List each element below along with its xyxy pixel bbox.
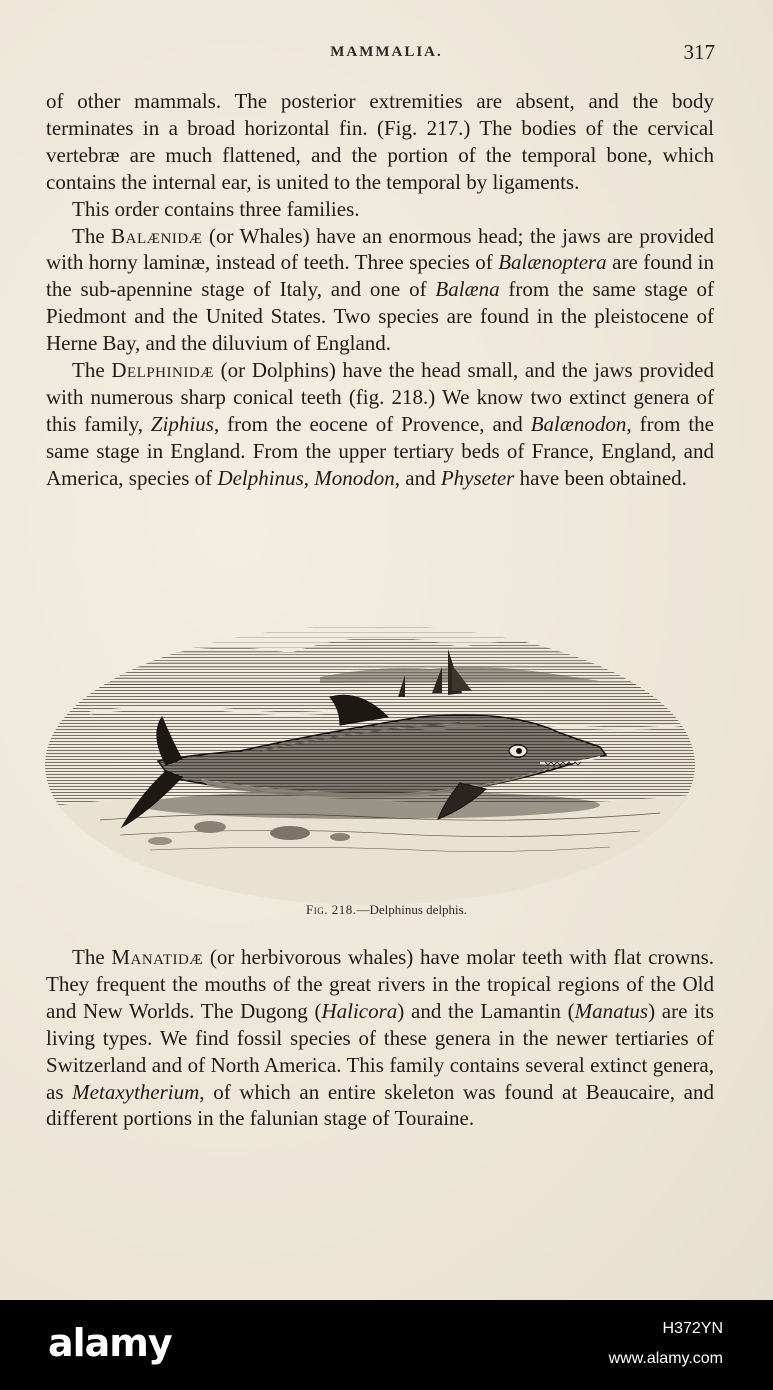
- family-name-balaenidae: Balænidæ: [111, 223, 203, 248]
- dolphin-illustration: [40, 605, 700, 905]
- figure-dolphin-engraving: [40, 605, 700, 905]
- paragraph-order-families: This order contains three families.: [72, 196, 360, 221]
- running-head: [0, 42, 773, 70]
- paragraph-balaenidae: The Balænidæ (or Whales) have an enormous head; the jaws are provided with horny laminæ, instead of teeth. Three species of Balænoptera are found in the sub-apennine stage of Italy, and one of Balæna from the same stage of Piedmont and the United States. Two species are found in the pleistocene of Herne Bay, and the diluvium of England.: [46, 223, 714, 356]
- figure-caption: [0, 902, 773, 918]
- genus-halicora: Halicora: [321, 998, 398, 1023]
- stock-watermark-bar: [0, 1300, 773, 1390]
- body-text-top: [46, 88, 714, 492]
- genus-metaxytherium: Metaxytherium: [72, 1079, 200, 1104]
- paragraph-delphinidae: The Delphinidæ (or Dolphins) have the head small, and the jaws provided with numerous sharp conical teeth (fig. 218.) We know two extinct genera of this family, Ziphius, from the eocene of Provence, and Balænodon, from the same stage in England. From the upper tertiary beds of France, England, and America, species of Delphinus, Monodon, and Physeter have been obtained.: [46, 358, 714, 490]
- genus-balaena: Balæna: [435, 277, 500, 302]
- genus-physeter: Physeter: [440, 465, 515, 490]
- body-text-bottom: [46, 944, 714, 1132]
- genus-delphinus: Delphinus: [217, 465, 304, 490]
- genus-balaenoptera: Balænoptera: [498, 250, 607, 275]
- page-number: 317: [683, 40, 715, 64]
- stock-site-url: www.alamy.com: [608, 1350, 723, 1367]
- stock-image-id: H372YN: [662, 1320, 723, 1337]
- caption-label: Fig. 218.: [306, 902, 357, 917]
- genus-balaenodon: Balænodon: [530, 411, 627, 436]
- alamy-logo-text: alamy: [48, 1321, 172, 1365]
- paragraph-continuation: of other mammals. The posterior extremities are absent, and the body terminates in a broad horizontal fin. (Fig. 217.) The bodies of the cervical vertebræ are much flattened, and the portion of the temporal bone, which contains the internal ear, is united to the temporal by ligaments.: [46, 89, 714, 194]
- caption-species: Delphinus delphis.: [369, 902, 467, 917]
- caption-dash: —: [356, 902, 370, 917]
- running-title: MAMMALIA.: [330, 44, 443, 60]
- genus-manatus: Manatus: [574, 998, 649, 1023]
- genus-monodon: Monodon: [314, 465, 395, 490]
- family-name-manatidae: Manatidæ: [111, 945, 204, 969]
- alamy-logo: [48, 1318, 172, 1368]
- paragraph-manatidae: The Manatidæ (or herbivorous whales) have molar teeth with flat crowns. They frequent the mouths of the great rivers in the tropical regions of the Old and New Worlds. The Dugong (Halicora) and the Lamantin (Manatus) are its living types. We find fossil species of these genera in the newer tertiaries of Switzerland and of North America. This family contains several extinct genera, as Metaxytherium, of which an entire skeleton was found at Beaucaire, and different portions in the falunian stage of Touraine.: [46, 945, 714, 1131]
- family-name-delphinidae: Delphinidæ: [111, 358, 214, 383]
- genus-ziphius: Ziphius: [150, 411, 214, 436]
